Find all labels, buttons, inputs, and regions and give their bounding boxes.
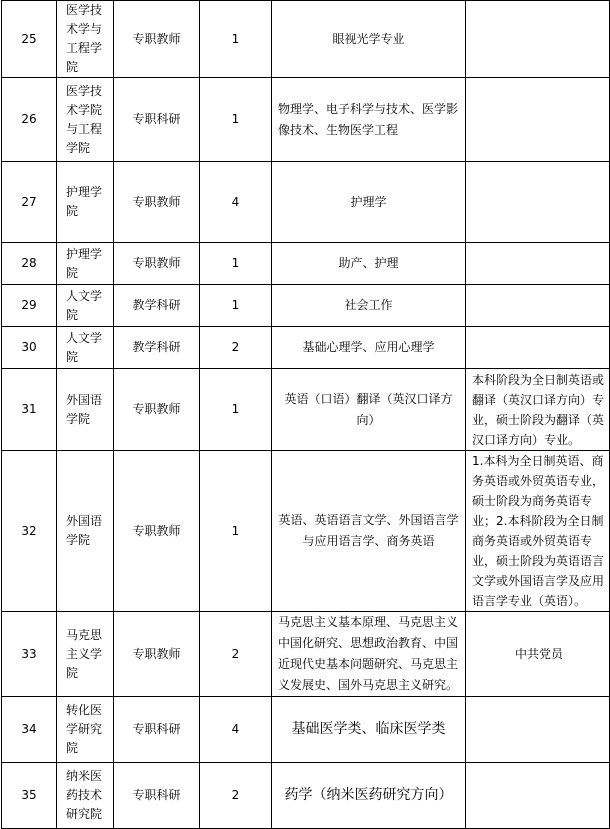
table-row — [2, 162, 610, 243]
department-cell: 医学技术学与工程学院 — [57, 1, 114, 78]
headcount-cell: 2 — [200, 612, 272, 697]
position-type-cell: 专职教师 — [114, 1, 200, 78]
requirement-cell — [466, 285, 610, 327]
department-cell: 外国语学院 — [57, 369, 114, 451]
row-number: 27 — [2, 162, 57, 243]
position-type-cell: 专职教师 — [114, 451, 200, 612]
row-number: 35 — [2, 763, 57, 829]
department-cell: 转化医学研究院 — [57, 697, 114, 763]
major-cell: 英语（口语）翻译（英汉口译方向） — [272, 369, 466, 451]
requirement-cell: 1.本科为全日制英语、商务英语或外贸英语专业，硕士阶段为商务英语专业；2.本科阶段为全日制商务英语或外贸英语专业，硕士阶段为英语语言文学或外国语言学及应用语言学专业（英语）。 — [466, 451, 610, 612]
headcount-cell: 1 — [200, 285, 272, 327]
headcount-cell: 4 — [200, 162, 272, 243]
table-row — [2, 285, 610, 327]
row-number: 34 — [2, 697, 57, 763]
table-row — [2, 612, 610, 697]
table-row — [2, 327, 610, 369]
table-row — [2, 451, 610, 612]
recruitment-table — [1, 0, 610, 829]
major-cell: 社会工作 — [272, 285, 466, 327]
headcount-cell: 2 — [200, 327, 272, 369]
position-type-cell: 专职教师 — [114, 612, 200, 697]
department-cell: 外国语学院 — [57, 451, 114, 612]
row-number: 29 — [2, 285, 57, 327]
requirement-cell — [466, 78, 610, 162]
headcount-cell: 1 — [200, 451, 272, 612]
table-row — [2, 1, 610, 78]
position-type-cell: 专职教师 — [114, 369, 200, 451]
department-cell: 医学技术学院与工程学院 — [57, 78, 114, 162]
department-cell: 人文学院 — [57, 285, 114, 327]
position-type-cell: 专职科研 — [114, 78, 200, 162]
headcount-cell: 1 — [200, 78, 272, 162]
row-number: 33 — [2, 612, 57, 697]
requirement-cell — [466, 327, 610, 369]
row-number: 26 — [2, 78, 57, 162]
table-row — [2, 697, 610, 763]
requirement-cell: 中共党员 — [466, 612, 610, 697]
row-number: 30 — [2, 327, 57, 369]
headcount-cell: 2 — [200, 763, 272, 829]
table-row — [2, 763, 610, 829]
major-cell: 物理学、电子科学与技术、医学影像技术、生物医学工程 — [272, 78, 466, 162]
position-type-cell: 专职教师 — [114, 162, 200, 243]
department-cell: 护理学院 — [57, 162, 114, 243]
table-row — [2, 78, 610, 162]
position-type-cell: 教学科研 — [114, 285, 200, 327]
headcount-cell: 1 — [200, 243, 272, 285]
position-type-cell: 专职科研 — [114, 763, 200, 829]
major-cell: 英语、英语语言文学、外国语言学与应用语言学、商务英语 — [272, 451, 466, 612]
headcount-cell: 1 — [200, 1, 272, 78]
major-cell: 助产、护理 — [272, 243, 466, 285]
headcount-cell: 1 — [200, 369, 272, 451]
position-type-cell: 专职教师 — [114, 243, 200, 285]
requirement-cell — [466, 697, 610, 763]
major-cell: 药学（纳米医药研究方向） — [272, 763, 466, 829]
row-number: 31 — [2, 369, 57, 451]
major-cell: 基础心理学、应用心理学 — [272, 327, 466, 369]
department-cell: 纳米医药技术研究院 — [57, 763, 114, 829]
major-cell: 眼视光学专业 — [272, 1, 466, 78]
position-type-cell: 专职科研 — [114, 697, 200, 763]
requirement-cell: 本科阶段为全日制英语或翻译（英汉口译方向）专业，硕士阶段为翻译（英汉口译方向）专业。 — [466, 369, 610, 451]
table-row — [2, 369, 610, 451]
department-cell: 人文学院 — [57, 327, 114, 369]
major-cell: 护理学 — [272, 162, 466, 243]
row-number: 28 — [2, 243, 57, 285]
row-number: 25 — [2, 1, 57, 78]
requirement-cell — [466, 1, 610, 78]
department-cell: 马克思主义学院 — [57, 612, 114, 697]
position-type-cell: 教学科研 — [114, 327, 200, 369]
major-cell: 马克思主义基本原理、马克思主义中国化研究、思想政治教育、中国近现代史基本问题研究、马克思主义发展史、国外马克思主义研究。 — [272, 612, 466, 697]
department-cell: 护理学院 — [57, 243, 114, 285]
requirement-cell — [466, 763, 610, 829]
requirement-cell — [466, 162, 610, 243]
headcount-cell: 4 — [200, 697, 272, 763]
requirement-cell — [466, 243, 610, 285]
major-cell: 基础医学类、临床医学类 — [272, 697, 466, 763]
table-row — [2, 243, 610, 285]
row-number: 32 — [2, 451, 57, 612]
